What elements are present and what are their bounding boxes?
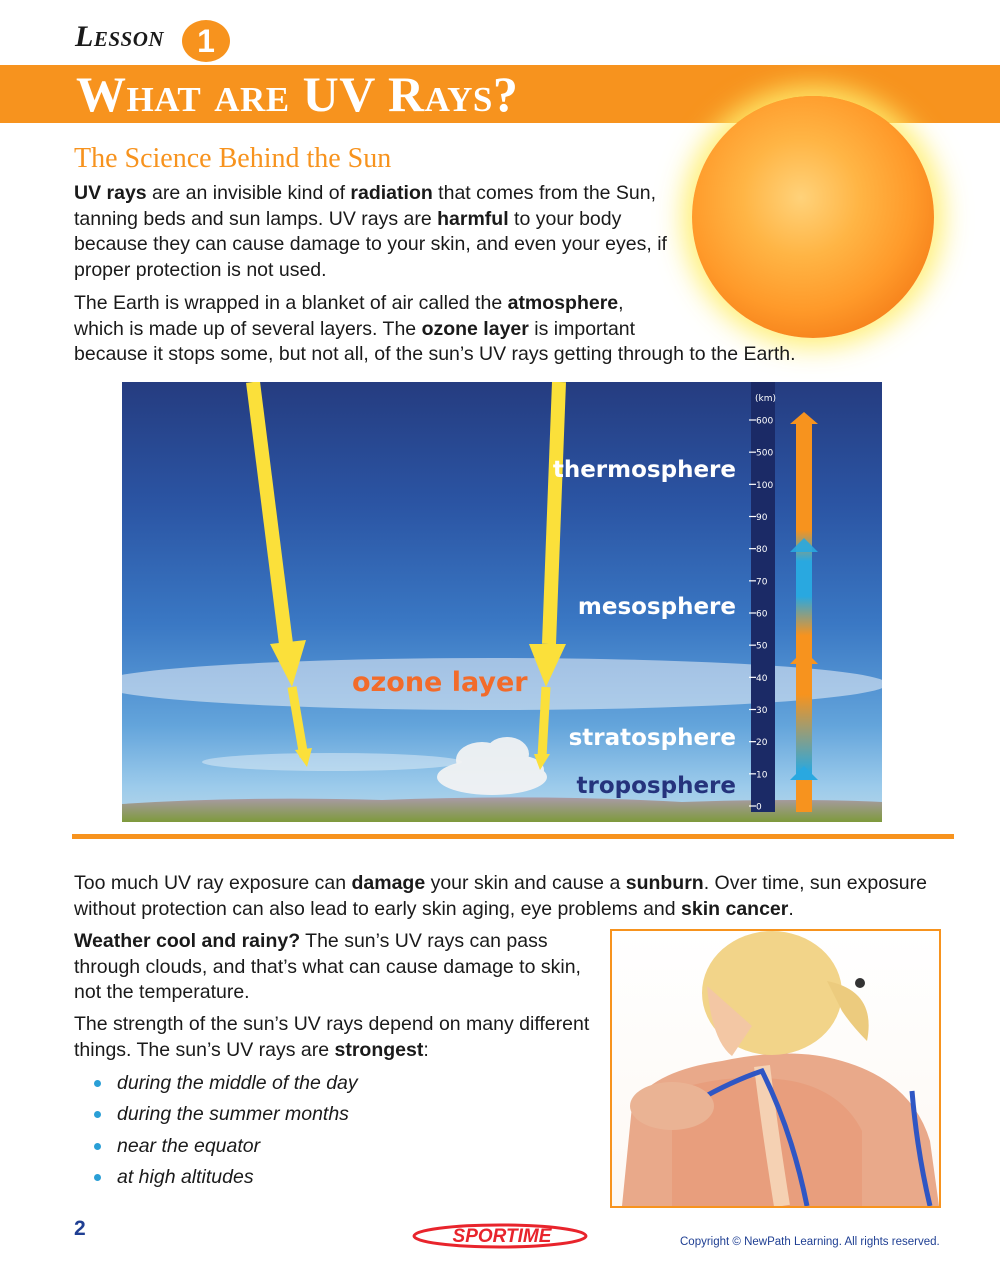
strongest-conditions-list <box>94 1068 358 1193</box>
scale-tick-label: 20 <box>756 738 768 749</box>
list-item: at high altitudes <box>94 1162 358 1193</box>
hand <box>630 1082 714 1130</box>
section-subtitle: The Science Behind the Sun <box>74 143 392 174</box>
sunburn-illustration <box>612 931 939 1206</box>
scale-unit: (km) <box>755 394 777 404</box>
paragraph-atmosphere: The Earth is wrapped in a blanket of air called the atmosphere, which is made up of several layers. The ozone layer is important because it stops some, but not all, of the sun’s UV rays getting through to the Earth. <box>74 292 796 365</box>
scale-tick-label: 50 <box>756 641 768 652</box>
uv-ray-arrow-right <box>529 382 566 770</box>
list-item: during the summer months <box>94 1099 358 1130</box>
page-title: What are UV Rays? <box>76 66 519 122</box>
sportime-logo <box>412 1219 592 1249</box>
layer-color-bar <box>796 420 812 812</box>
scale-tick-label: 70 <box>756 577 768 588</box>
bar-arrow-stratosphere <box>790 650 818 664</box>
copyright-notice: Copyright © NewPath Learning. All rights reserved. <box>680 1236 940 1248</box>
label-mesosphere: mesosphere <box>577 594 736 620</box>
paragraph-exposure: Too much UV ray exposure can damage your skin and cause a sunburn. Over time, sun exposure without protection can also lead to early skin aging, eye problems and skin cancer. <box>74 872 927 920</box>
scale-tick-label: 500 <box>756 448 774 459</box>
paragraph-strength: The strength of the sun’s UV rays depend on many different things. The sun’s UV rays are strongest: <box>74 1013 590 1061</box>
label-thermosphere: thermosphere <box>552 457 736 483</box>
list-item: during the middle of the day <box>94 1068 358 1099</box>
scale-tick-label: 90 <box>756 513 768 523</box>
bar-arrow-troposphere <box>790 766 818 780</box>
bar-arrow-mesosphere <box>790 538 818 552</box>
label-troposphere: troposphere <box>576 773 736 799</box>
list-item: near the equator <box>94 1131 358 1162</box>
scale-tick-label: 100 <box>756 480 774 491</box>
scale-tick-label: 10 <box>756 770 768 781</box>
logo-text: SPORTIME <box>452 1226 552 1247</box>
scale-tick-label: 80 <box>756 545 768 556</box>
scale-tick-label: 40 <box>756 673 768 684</box>
low-haze <box>202 753 462 771</box>
hair-tie <box>855 978 865 988</box>
paragraph-uv-rays: UV rays are an invisible kind of radiation that comes from the Sun, tanning beds and sun lamps. UV rays are harmful to your body because they can cause damage to your skin, and even your eyes, if proper protection is not used. <box>74 182 667 281</box>
cloud <box>437 737 547 795</box>
scale-tick-label: 600 <box>756 416 774 427</box>
bar-arrow-top <box>790 412 818 424</box>
uv-ray-arrow-left <box>253 382 312 767</box>
atmosphere-diagram-svg <box>122 382 882 822</box>
lesson-label: Lesson <box>75 20 165 53</box>
label-stratosphere: stratosphere <box>568 725 736 751</box>
section-divider <box>72 834 954 839</box>
atmosphere-diagram <box>122 382 882 822</box>
scale-tick-label: 60 <box>756 609 768 620</box>
sunburn-photo <box>610 929 941 1208</box>
lesson-number-badge: 1 <box>182 20 230 62</box>
paragraph-weather: Weather cool and rainy? The sun’s UV rays can pass through clouds, and that’s what can cause damage to skin, not the temperature. <box>74 930 581 1003</box>
scale-tick-label: 0 <box>756 802 762 813</box>
scale-tick-label: 30 <box>756 706 768 716</box>
label-ozone-layer: ozone layer <box>352 667 528 698</box>
page-number: 2 <box>74 1217 86 1240</box>
sportime-logo-svg <box>412 1219 592 1249</box>
